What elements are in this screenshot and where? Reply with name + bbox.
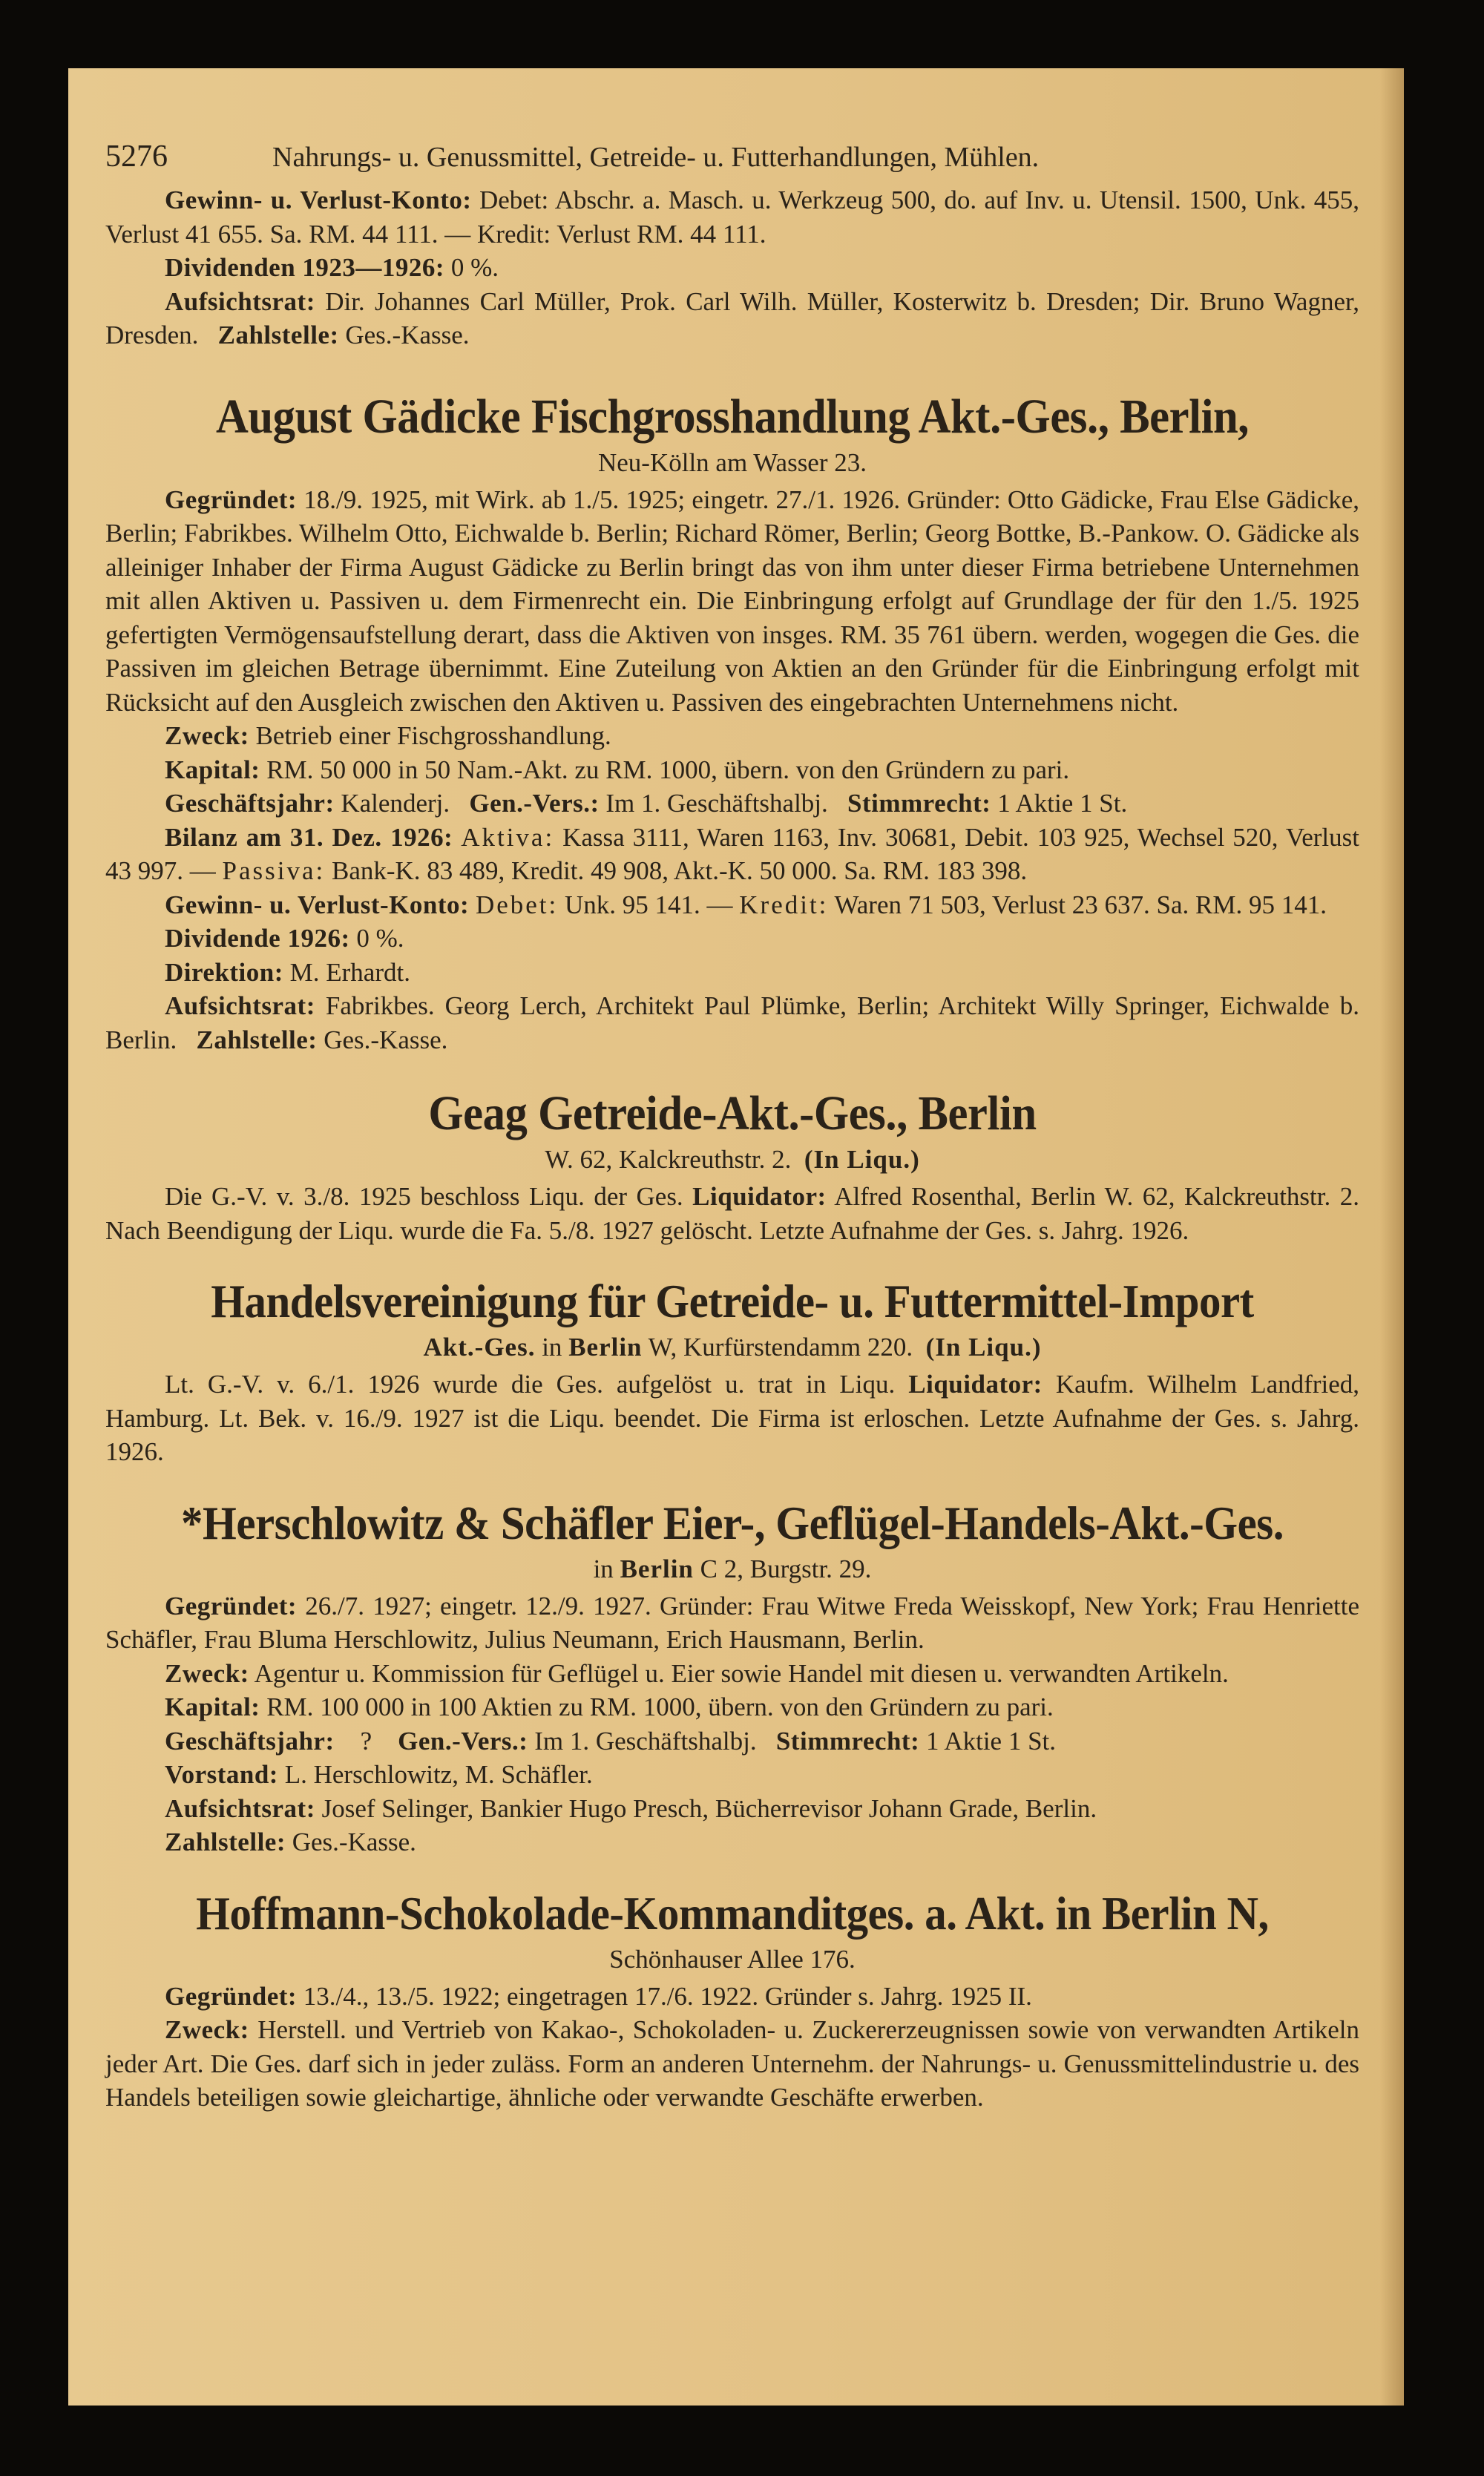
field-text: RM. 50 000 in 50 Nam.-Akt. zu RM. 1000, übern. von den Gründern zu pari. [266, 755, 1070, 784]
field-label: Aufsichtsrat: [165, 286, 315, 316]
field-label: Gegründet: [165, 1981, 298, 2011]
running-title: Nahrungs- u. Genussmittel, Getreide- u. Futterhandlungen, Mühlen. [272, 142, 1040, 173]
supervisory-board [105, 285, 1359, 352]
field-label: Direktion: [165, 957, 283, 987]
field-text: L. Herschlowitz, M. Schäfler. [284, 1760, 593, 1789]
entry-hoffmann [105, 1886, 1359, 2115]
liquidation-status: (In Liqu.) [804, 1145, 920, 1174]
field-label: Stimmrecht: [847, 789, 991, 818]
address-text: C 2, Burgstr. 29. [700, 1554, 872, 1583]
profit-loss-account [105, 183, 1359, 251]
entry-continuation [105, 183, 1359, 352]
address-in: in [593, 1554, 614, 1583]
field-text: Debet: Abschr. a. Masch. u. Werkzeug 500, do. auf Inv. u. Utensil. 1500, Unk. 455, Verlust 41 655. Sa. RM. 44 111. — Kredit: Verlust RM. 44 111. [105, 185, 1359, 249]
field-label: Dividenden 1923—1926: [165, 253, 445, 282]
field-label: Stimmrecht: [775, 1726, 920, 1756]
entry-address [105, 1330, 1359, 1365]
address-text: W, Kurfürstendamm 220. [648, 1333, 913, 1362]
purpose [105, 719, 1359, 753]
entry-title: August Gädicke Fischgrosshandlung Akt.-Ges., Berlin, [215, 389, 1250, 444]
field-text: 13./4., 13./5. 1922; eingetragen 17./6. 1922. Gründer s. Jahrg. 1925 II. [303, 1981, 1032, 2011]
supervisory-board [105, 989, 1359, 1057]
entry-title: Geag Getreide-Akt.-Ges., Berlin [428, 1086, 1037, 1140]
field-text: 26./7. 1927; eingetr. 12./9. 1927. Gründer: Frau Witwe Freda Weisskopf, New York; Frau Henriette Schäfler, Frau Bluma Herschlowitz, Julius Neumann, Erich Hausmann, Berlin. [105, 1591, 1360, 1654]
fiscal-year [105, 787, 1359, 821]
field-text: Alfred Rosenthal, Berlin W. 62, Kalckreuthstr. 2. Nach Beendigung der Liqu. wurde die Fa. 5./8. 1927 gelöscht. Letzte Aufnahme der Ges. s. Jahrg. 1926. [105, 1182, 1359, 1245]
field-label: Liquidator: [692, 1182, 827, 1211]
field-label: Zweck: [165, 721, 249, 750]
field-text: Waren 71 503, Verlust 23 637. Sa. RM. 95 141. [834, 890, 1327, 919]
field-text: Josef Selinger, Bankier Hugo Presch, Bücherrevisor Johann Grade, Berlin. [321, 1793, 1097, 1823]
entry-geag [105, 1086, 1359, 1247]
field-text: Unk. 95 141. — [564, 890, 733, 919]
entry-body [105, 1180, 1359, 1247]
supervisory-board [105, 1792, 1359, 1826]
field-text: Betrieb einer Fischgrosshandlung. [255, 721, 611, 750]
field-label: Vorstand: [165, 1760, 278, 1789]
address-text: W. 62, Kalckreuthstr. 2. [545, 1145, 792, 1174]
field-label: Kapital: [165, 755, 260, 784]
management [105, 956, 1359, 990]
field-text: Agentur u. Kommission für Geflügel u. Eier sowie Handel mit diesen u. verwandten Artikeln. [254, 1658, 1229, 1688]
field-label: Zweck: [165, 1658, 249, 1688]
field-label: Aufsichtsrat: [165, 991, 315, 1020]
field-text: Dir. Johannes Carl Müller, Prok. Carl Wilh. Müller, Kosterwitz b. Dresden; Dir. Bruno Wagner, Dresden. [105, 286, 1360, 349]
field-text: 1 Aktie 1 St. [997, 789, 1128, 818]
field-text: 1 Aktie 1 St. [926, 1726, 1057, 1756]
purpose [105, 1657, 1359, 1691]
field-text: Lt. G.-V. v. 6./1. 1926 wurde die Ges. aufgelöst u. trat in Liqu. [165, 1370, 896, 1399]
field-label: Gegründet: [165, 485, 298, 514]
field-label: Zahlstelle: [165, 1828, 286, 1856]
field-text: Kalenderj. [341, 789, 450, 818]
field-text: Kassa 3111, Waren 1163, Inv. 30681, Debit. 103 925, Wechsel 520, Verlust 43 997. — [105, 822, 1360, 885]
entry-title: Handelsvereinigung für Getreide- u. Futtermittel-Import [211, 1275, 1254, 1327]
field-sublabel: Aktiva: [461, 822, 555, 852]
field-text: 0 %. [356, 924, 404, 953]
entry-handelsvereinigung [105, 1274, 1359, 1469]
address-city: Berlin [620, 1554, 694, 1583]
balance-sheet [105, 821, 1359, 888]
field-label: Bilanz am 31. Dez. 1926: [165, 822, 453, 852]
board [105, 1758, 1359, 1792]
dividend [105, 922, 1359, 956]
field-label: Geschäftsjahr: [165, 1726, 335, 1756]
field-text: RM. 100 000 in 100 Aktien zu RM. 1000, übern. von den Gründern zu pari. [266, 1692, 1054, 1721]
entry-address [105, 1143, 1359, 1177]
field-label: Gen.-Vers.: [398, 1726, 528, 1756]
page-number: 5276 [105, 139, 168, 174]
entry-body [105, 1367, 1359, 1469]
page-content [105, 139, 1359, 2115]
field-sublabel: Passiva: [222, 856, 326, 885]
dividends [105, 251, 1359, 285]
entry-address [105, 1552, 1359, 1586]
address-city: Berlin [568, 1333, 643, 1362]
profit-loss-account [105, 888, 1359, 922]
field-text: 18./9. 1925, mit Wirk. ab 1./5. 1925; eingetr. 27./1. 1926. Gründer: Otto Gädicke, Frau Else Gädicke, Berlin; Fabrikbes. Wilhelm Otto, Eichwalde b. Berlin; Richard Römer, Berlin; Georg Bottke, B.-Pankow. O. Gädicke als alleiniger Inhaber der Firma August Gädicke zu Berlin bringt das von ihm unter dieser Firma betriebene Unternehmen mit allen Aktiven u. Passiven u. dem Firmenrecht ein. Die Einbringung erfolgt auf Grundlage der für den 1./5. 1925 gefertigten Vermögensaufstellung derart, dass die Aktiven von insges. RM. 35 761 übern. werden, wogegen die Ges. die Passiven im gleichen Betrage übernimmt. Eine Zuteilung von Aktien an den Gründer für die Einbringung erfolgt mit Rücksicht auf den Ausgleich zwischen den Aktiven u. Passiven des eingebrachten Unternehmens nicht. [105, 485, 1360, 717]
founded [105, 1980, 1359, 2014]
field-label: Gewinn- u. Verlust-Konto: [165, 890, 470, 919]
entry-herschlowitz [105, 1496, 1359, 1859]
legal-form: Akt.-Ges. [423, 1333, 536, 1362]
field-label: Zahlstelle: [196, 1025, 318, 1054]
field-text: Kaufm. Wilhelm Landfried, Hamburg. Lt. Bek. v. 16./9. 1927 ist die Liqu. beendet. Die Firma ist erloschen. Letzte Aufnahme der Ges. s. Jahrg. 1926. [105, 1370, 1360, 1466]
paying-agent [105, 1825, 1359, 1859]
document-page [68, 68, 1404, 2406]
field-text: Ges.-Kasse. [292, 1828, 416, 1856]
field-text: Ges.-Kasse. [345, 321, 470, 349]
entry-title: *Herschlowitz & Schäfler Eier-, Geflügel-Handels-Akt.-Ges. [181, 1496, 1284, 1549]
entry-gaedicke [105, 390, 1359, 1057]
capital [105, 753, 1359, 787]
liquidation-status: (In Liqu.) [925, 1333, 1042, 1362]
capital [105, 1690, 1359, 1724]
entry-title: Hoffmann-Schokolade-Kommanditges. a. Akt. in Berlin N, [196, 1886, 1269, 1940]
founded [105, 483, 1359, 720]
field-label: Dividende 1926: [165, 924, 350, 953]
field-label: Gen.-Vers.: [469, 789, 600, 818]
field-sublabel: Debet: [475, 890, 559, 919]
field-label: Liquidator: [908, 1370, 1043, 1399]
field-text: Ges.-Kasse. [324, 1025, 448, 1054]
field-text: Herstell. und Vertrieb von Kakao-, Schokoladen- u. Zuckererzeugnissen sowie von verwandten Artikeln jeder Art. Die Ges. darf sich in jeder zuläss. Form an anderen Unternehm. der Nahrungs- u. Genussmittelindustrie u. des Handels beteiligen sowie gleichartige, ähnliche oder verwandte Geschäfte erwerben. [105, 2015, 1360, 2112]
field-label: Geschäftsjahr: [165, 789, 335, 818]
field-text: M. Erhardt. [289, 957, 410, 987]
field-sublabel: Kredit: [739, 890, 829, 919]
field-label: Gegründet: [165, 1591, 298, 1620]
field-label: Aufsichtsrat: [165, 1793, 315, 1823]
field-label: Zahlstelle: [217, 321, 339, 349]
running-header [105, 139, 1359, 183]
entry-address: Schönhauser Allee 176. [609, 1944, 856, 1974]
field-text: 0 %. [450, 253, 499, 282]
field-text: Fabrikbes. Georg Lerch, Architekt Paul Plümke, Berlin; Architekt Willy Springer, Eichwalde b. Berlin. [105, 991, 1360, 1054]
field-text: Im 1. Geschäftshalbj. [605, 789, 828, 818]
purpose [105, 2013, 1359, 2115]
founded [105, 1589, 1359, 1657]
field-label: Zweck: [165, 2015, 249, 2044]
field-label: Gewinn- u. Verlust-Konto: [165, 185, 472, 214]
address-in: in [542, 1333, 562, 1362]
entry-address: Neu-Kölln am Wasser 23. [597, 447, 867, 477]
field-text: ? [360, 1726, 372, 1756]
field-label: Kapital: [165, 1692, 260, 1721]
field-text: Die G.-V. v. 3./8. 1925 beschloss Liqu. der Ges. [165, 1182, 683, 1211]
field-text: Im 1. Geschäftshalbj. [534, 1726, 757, 1756]
fiscal-year [105, 1724, 1359, 1759]
field-text: Bank-K. 83 489, Kredit. 49 908, Akt.-K. 50 000. Sa. RM. 183 398. [331, 856, 1028, 885]
